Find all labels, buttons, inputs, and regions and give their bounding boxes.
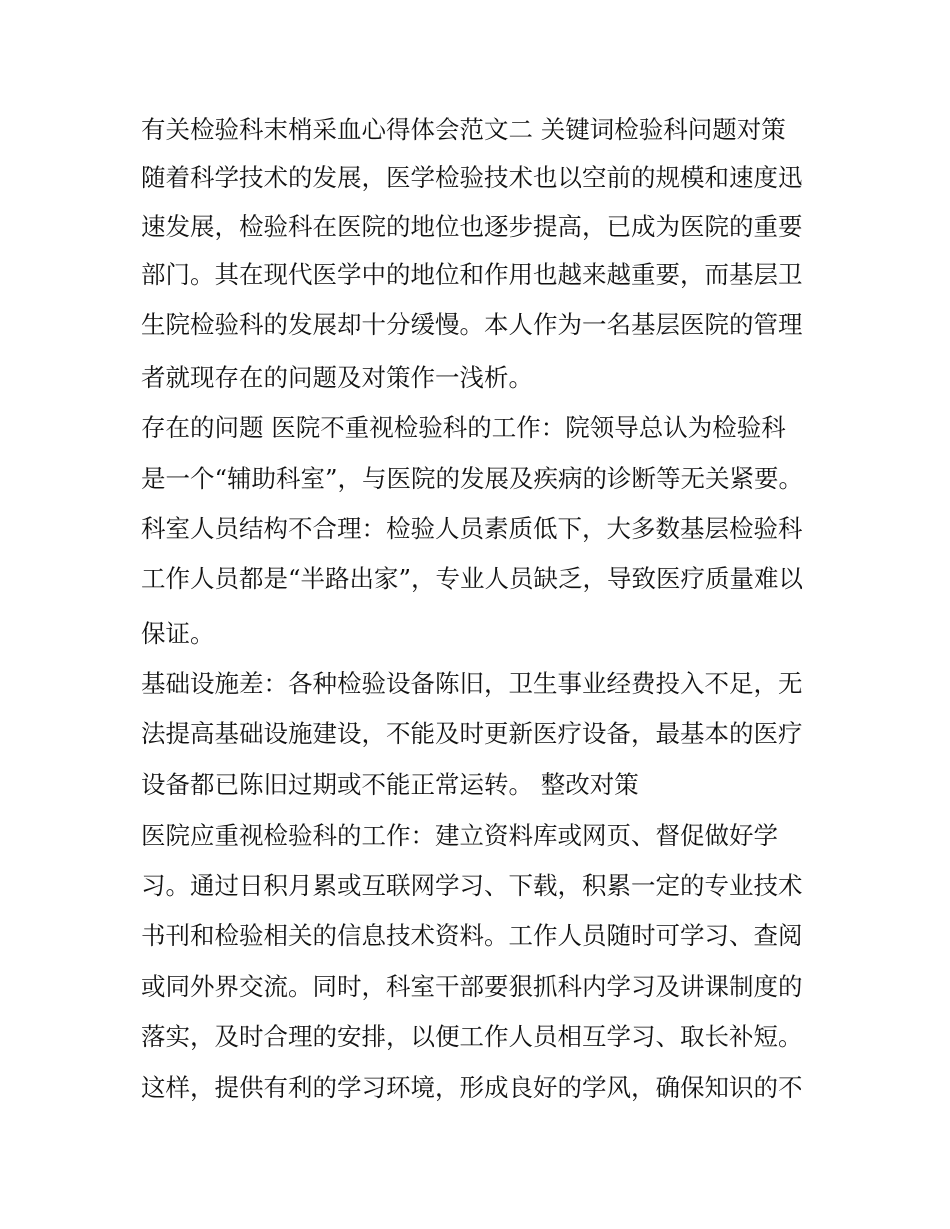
- text-line: 工作人员都是“半路出家”，专业人员缺乏，导致医疗质量难以: [141, 564, 804, 593]
- text-line: 存在的问题 医院不重视检验科的工作：院领导总认为检验科: [141, 413, 786, 442]
- text-line: 部门。其在现代医学中的地位和作用也越来越重要，而基层卫: [141, 260, 803, 289]
- text-line: 生院检验科的发展却十分缓慢。本人作为一名基层医院的管理: [141, 310, 803, 339]
- text-line: 这样，提供有利的学习环境，形成良好的学风，确保知识的不: [141, 1073, 803, 1102]
- text-line: 速发展，检验科在医院的地位也逐步提高，已成为医院的重要: [141, 212, 803, 241]
- text-line: 是一个“辅助科室”，与医院的发展及疾病的诊断等无关紧要。: [141, 464, 804, 493]
- text-line: 有关检验科末梢采血心得体会范文二 关键词检验科问题对策: [141, 115, 786, 144]
- text-line: 者就现存在的问题及对策作一浅析。: [141, 363, 533, 392]
- text-line: 落实，及时合理的安排，以便工作人员相互学习、取长补短。: [141, 1022, 803, 1051]
- text-line: 书刊和检验相关的信息技术资料。工作人员随时可学习、查阅: [141, 921, 803, 950]
- text-line: 习。通过日积月累或互联网学习、下载，积累一定的专业技术: [141, 871, 803, 900]
- text-line: 随着科学技术的发展，医学检验技术也以空前的规模和速度迅: [141, 163, 803, 192]
- text-line: 医院应重视检验科的工作：建立资料库或网页、督促做好学: [141, 821, 778, 850]
- text-line: 设备都已陈旧过期或不能正常运转。 整改对策: [141, 770, 639, 799]
- text-line: 科室人员结构不合理：检验人员素质低下，大多数基层检验科: [141, 514, 803, 543]
- text-line: 基础设施差：各种检验设备陈旧，卫生事业经费投入不足，无: [141, 669, 803, 698]
- text-line: 保证。: [141, 619, 215, 648]
- text-line: 或同外界交流。同时，科室干部要狠抓科内学习及讲课制度的: [141, 972, 803, 1001]
- text-line: 法提高基础设施建设，不能及时更新医疗设备，最基本的医疗: [141, 719, 803, 748]
